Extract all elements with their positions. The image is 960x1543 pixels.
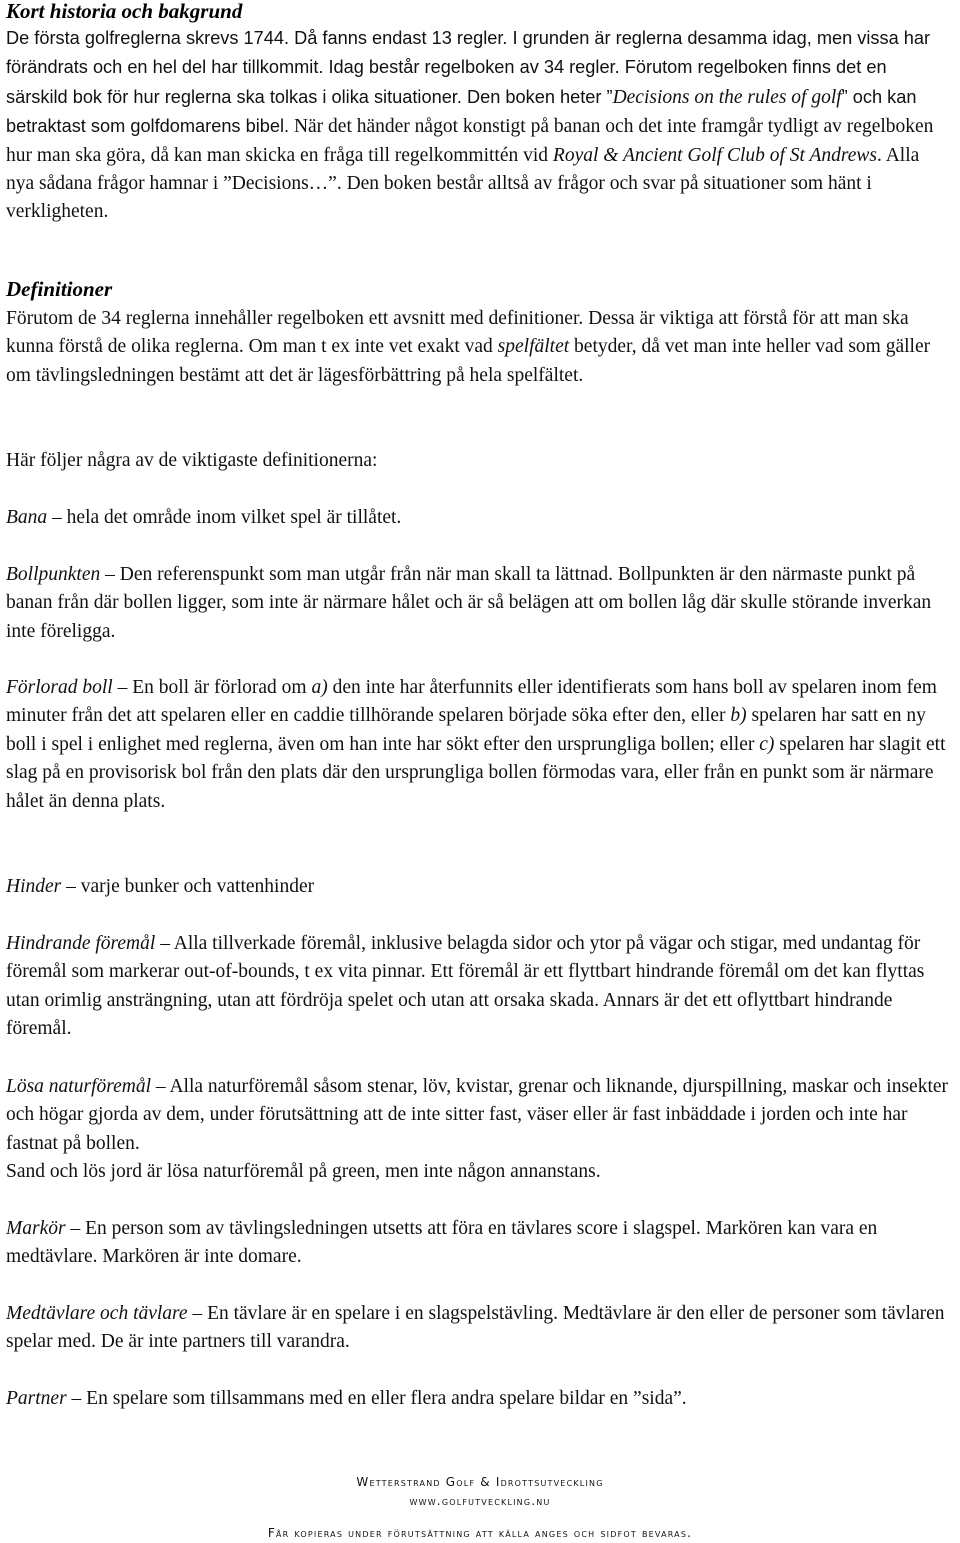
history-sentence-4: . Alla nya sådana frågor hamnar i ”Decisions…”. Den boken består alltså av frågor och svar på situationer som hänt i verkligheten.	[6, 144, 920, 223]
history-paragraph	[6, 24, 950, 227]
term-markor: Markör	[6, 1218, 66, 1239]
definition-markor: Markör – En person som av tävlingsledningen utsetts att föra en tävlares score i slagspel. Markören kan vara en medtävlare. Markören är inte domare.	[6, 1218, 878, 1268]
history-sentence-1: De första golfreglerna skrevs 1744. Då fanns endast 13 regler. I grunden är reglerna desamma idag, men vissa har förändrats och en hel del har tillkommit. Idag består regelboken av 34 regler. Förutom regelboken finns det en särskild bok för hur reglerna ska tolkas i olika situationer. Den boken heter ”	[6, 28, 931, 107]
history-sentence-3: När det händer något konstigt på banan och det inte framgår tydligt av regelboken hur man ska göra, då kan man skicka en fråga till regelkommittén vid	[6, 116, 934, 166]
section-heading-definitions: Definitioner	[6, 277, 113, 301]
term-bollpunkten: Bollpunkten	[6, 564, 101, 585]
footer-organization: Wetterstrand Golf & Idrottsutveckling	[356, 1475, 604, 1489]
club-name: Royal & Ancient Golf Club of St Andrews	[552, 144, 878, 166]
term-losa-naturforemal: Lösa naturföremål	[6, 1076, 152, 1097]
term-forlorad-boll: Förlorad boll	[6, 677, 113, 698]
definition-hindrande-foremal: Hindrande föremål – Alla tillverkade föremål, inklusive belagda sidor och ytor på vägar och stigar, med undantag för föremål som markerar out-of-bounds, t ex vita pinnar. Ett föremål är ett flyttbart hindrande föremål om det kan flyttas utan orimlig ansträngning, utan att fördröja spelet och utan att orsaka skada. Annars är det ett oflyttbart hindrande föremål.	[6, 933, 925, 1040]
definitions-intro: Förutom de 34 reglerna innehåller regelboken ett avsnitt med definitioner. Dessa är viktiga att förstå för att man ska kunna förstå de olika reglerna. Om man t ex inte vet exakt vad spelfältet betyder, då vet man inte heller vad som gäller om tävlingsledningen bestämt att det är lägesförbättring på hela spelfältet.	[6, 308, 931, 386]
definition-bollpunkten: Bollpunkten – Den referenspunkt som man utgår från när man skall ta lättnad. Bollpunkten är den närmaste punkt på banan från där bollen ligger, som inte är närmare hålet och är så belägen att om bollen låg där skulle störande inverkan inte föreligga.	[6, 564, 932, 642]
definitions-lead: Här följer några av de viktigaste definitionerna:	[6, 450, 378, 471]
term-hinder: Hinder	[6, 876, 62, 897]
footer-copy-notice: Får kopieras under förutsättning att källa anges och sidfot bevaras.	[267, 1526, 693, 1540]
term-medtavlare: Medtävlare och tävlare	[6, 1303, 188, 1324]
definition-forlorad-boll: Förlorad boll – En boll är förlorad om a) den inte har återfunnits eller identifierats som hans boll av spelaren inom fem minuter från det att spelaren eller en caddie tillhörande spelaren började söka efter den, eller b) spelaren har satt en ny boll i spel i enlighet med reglerna, även om han inte har sökt efter den ursprungliga bollen; eller c) spelaren har slagit ett slag på en provisorisk bol från den plats där den ursprungliga bollen förmodas vara, eller från en punkt som är närmare hålet än denna plats.	[6, 677, 946, 812]
book-title: Decisions on the rules of golf	[612, 86, 842, 108]
history-sentence-2: ” och kan betraktast som golfdomarens bibel.	[6, 86, 917, 137]
definition-losa-naturforemal: Lösa naturföremål – Alla naturföremål såsom stenar, löv, kvistar, grenar och liknande, djurspillning, maskar och insekter och högar gjorda av dem, under förutsättning att de inte sitter fast, väser eller är fast inbäddade i jorden och inte har fastnat på bollen. Sand och lös jord är lösa naturföremål på green, men inte någon annanstans.	[6, 1076, 949, 1183]
section-heading-history: Kort historia och bakgrund	[6, 0, 243, 23]
definition-medtavlare: Medtävlare och tävlare – En tävlare är en spelare i en slagspelstävling. Medtävlare är den eller de personer som tävlaren spelar med. De är inte partners till varandra.	[6, 1303, 945, 1353]
term-partner: Partner	[6, 1388, 67, 1409]
definition-bana: Bana – hela det område inom vilket spel är tillåtet.	[6, 507, 402, 528]
footer-url[interactable]: www.golfutveckling.nu	[409, 1494, 551, 1508]
term-hindrande-foremal: Hindrande föremål	[6, 933, 156, 954]
term-spelfaltet: spelfältet	[497, 336, 570, 358]
definition-hinder: Hinder – varje bunker och vattenhinder	[6, 876, 315, 897]
definition-partner: Partner – En spelare som tillsammans med en eller flera andra spelare bildar en ”sida”.	[6, 1388, 687, 1409]
term-bana: Bana	[6, 507, 48, 528]
